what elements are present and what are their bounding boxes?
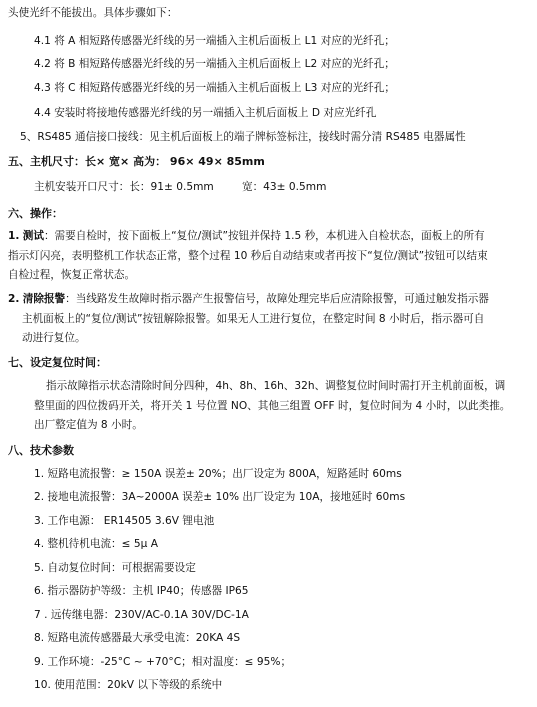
fiber-step-4: 4.4 安装时将接地传感器光纤线的另一端插入主机后面板上 D 对应光纤孔 bbox=[34, 107, 377, 119]
section-8-heading: 八、技术参数 bbox=[8, 444, 74, 457]
section-5-heading: 五、主机尺寸：长× 宽× 高为： 96× 49× 85mm bbox=[8, 155, 265, 168]
opening-size-width: 宽：43± 0.5mm bbox=[242, 181, 327, 193]
top-line: 头使光纤不能拔出。具体步骤如下： bbox=[8, 7, 178, 19]
reset-time-line-3: 出厂整定值为 8 小时。 bbox=[34, 419, 143, 431]
micro-sign: μ bbox=[140, 538, 148, 550]
test-number: 1. bbox=[8, 230, 20, 242]
spec-item-2: 2. 接地电流报警：3A~2000A 误差± 10% 出厂设定为 10A，接地延时 60ms bbox=[34, 491, 406, 503]
spec-item-1: 1. 短路电流报警：≥ 150A 误差± 20%；出厂设定为 800A，短路延时 60ms bbox=[34, 468, 402, 480]
spec-item-9: 9. 工作环境：-25°C ~ +70°C；相对温度：≤ 95%； bbox=[34, 656, 292, 668]
clear-number: 2. bbox=[8, 293, 20, 305]
test-title: 测试 bbox=[22, 230, 44, 242]
clear-text-1: ：当线路发生故障时指示器产生报警信号，故障处理完毕后应清除报警，可通过触发指示器 bbox=[65, 293, 489, 305]
rs485-line: 5、RS485 通信接口接线：见主机后面板上的端子牌标签标注，接线时需分清 RS485 电器属性 bbox=[20, 131, 466, 143]
test-text-1: ：需要自检时，按下面板上“复位/测试”按钮并保持 1.5 秒，本机进入自检状态，面板上的所有 bbox=[43, 230, 485, 242]
standby-unit: A bbox=[150, 538, 158, 550]
spec-item-3: 3. 工作电源： ER14505 3.6V 锂电池 bbox=[34, 515, 215, 527]
spec-item-4 bbox=[34, 537, 158, 552]
section-7-heading: 七、设定复位时间： bbox=[8, 356, 107, 369]
spec-item-7: 7 . 远传继电器：230V/AC-0.1A 30V/DC-1A bbox=[34, 609, 249, 621]
spec-item-8: 8. 短路电流传感器最大承受电流：20KA 4S bbox=[34, 632, 241, 644]
operation-test-line-2: 指示灯闪亮，表明整机工作状态正常，整个过程 10 秒后自动结束或者再按下“复位/测试”按钮可以结束 bbox=[8, 250, 488, 262]
operation-test-line-1 bbox=[8, 229, 485, 244]
spec-item-6: 6. 指示器防护等级：主机 IP40；传感器 IP65 bbox=[34, 585, 249, 597]
fiber-step-2: 4.2 将 B 相短路传感器光纤线的另一端插入主机后面板上 L2 对应的光纤孔； bbox=[34, 58, 395, 70]
operation-clear-line-2: 主机面板上的“复位/测试”按钮解除报警。如果无人工进行复位，在整定时间 8 小时后，指示器可自 bbox=[22, 313, 485, 325]
spec-item-10: 10. 使用范围：20kV 以下等级的系统中 bbox=[34, 679, 223, 691]
operation-clear-line-3: 动进行复位。 bbox=[22, 332, 86, 344]
spec-item-5: 5. 自动复位时间：可根据需要设定 bbox=[34, 562, 196, 574]
clear-title: 清除报警 bbox=[22, 293, 66, 305]
section-6-heading: 六、操作： bbox=[8, 207, 63, 220]
spec-item-4-text: 4. 整机待机电流：≤ 5 bbox=[34, 538, 141, 550]
reset-time-line-2: 整里面的四位拨码开关，将开关 1 号位置 NO、其他三组置 OFF 时，复位时间为 4 小时，以此类推。 bbox=[34, 400, 511, 412]
fiber-step-1: 4.1 将 A 相短路传感器光纤线的另一端插入主机后面板上 L1 对应的光纤孔； bbox=[34, 35, 395, 47]
reset-time-line-1: 指示故障指示状态清除时间分四种，4h、8h、16h、32h、调整复位时间时需打开主机前面板，调 bbox=[46, 380, 506, 392]
opening-size-length: 主机安装开口尺寸：长：91± 0.5mm bbox=[34, 181, 214, 193]
operation-test-line-3: 自检过程，恢复正常状态。 bbox=[8, 269, 136, 281]
fiber-step-3: 4.3 将 C 相短路传感器光纤线的另一端插入主机后面板上 L3 对应的光纤孔； bbox=[34, 82, 395, 94]
operation-clear-line-1 bbox=[8, 292, 489, 307]
